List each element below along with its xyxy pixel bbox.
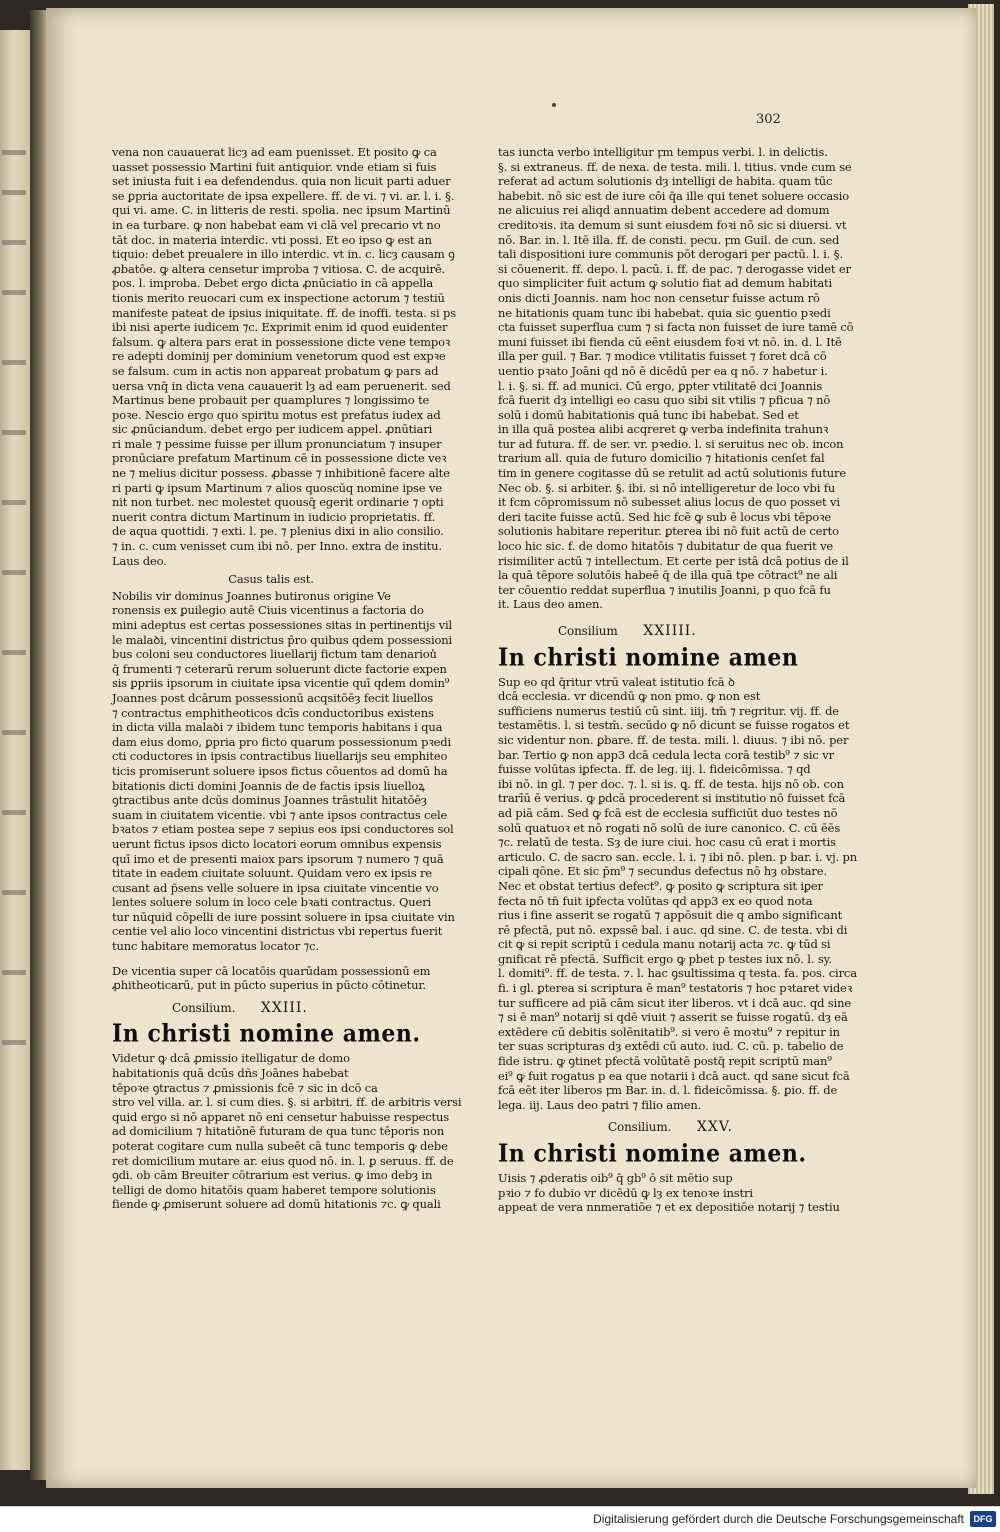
text-line: se ꝑpria auctoritate de ipsa expellere. ff. de vi. ⁊ vi. ar. l. i. §.	[112, 188, 455, 203]
text-line: tur nūquid cōpelli de iure possint soluere in ipsa ciuitate vin	[112, 909, 455, 924]
text-line: dam eius domo, ꝑpria pro ficto quarum possessionum pꝛedi	[112, 734, 452, 749]
text-line: de aqua quottidi. ⁊ exti. l. pe. ⁊ plenius dixi in alio consilio.	[112, 524, 444, 539]
text-line: trarium all. quia de futuro domicilio ⁊ hitationis cenſet fal	[498, 451, 825, 466]
previous-page-edge	[0, 30, 32, 1470]
text-line: telligi de domo hitatōis quam haberet tempore solutionis	[112, 1182, 436, 1197]
text-line: ticis promiserunt soluere ipsos fictus cōuentos ad domū ha	[112, 763, 448, 778]
text-line: in illa quā postea alibi acqreret ꝙ verba indefinita trahunꝛ	[498, 422, 829, 437]
text-line: rē pfectā, put nō. expssē bal. i auc. qd sine. C. de testa. vbi di	[498, 922, 848, 937]
text-line: tunc habitare memoratus locator ⁊c.	[112, 939, 319, 954]
text-line: ibi nō. in gl. ⁊ per doc. ⁊. l. si is. ꝗ. ff. de testa. hijs nō ob. con	[498, 776, 844, 791]
left-paragraph-1	[112, 145, 456, 568]
text-line: gnificat rē pfectā. Sufficit ergo ꝙ pbet p testes iux nō. l. sy.	[498, 951, 832, 966]
text-line: it. Laus deo amen.	[498, 597, 603, 612]
text-line: fide istru. ꝙ ꝯtinet pfectā volūtatē postq̄ repit scriptū man⁹	[498, 1054, 832, 1069]
text-line: cipali qōne. Et sic p̄m⁹ ⁊ secundus defectus nō hȝ obstare.	[498, 864, 827, 879]
text-line: fuisse volūtas iꝑfecta. ff. de leg. iij. l. fideicōmissa. ⁊ qd	[498, 762, 811, 777]
text-line: it fcm cōpromissum nō subesset alius locus de quo posset vi	[498, 495, 840, 510]
text-line: ꝯtractibus ante dcūs dominus Joannes trāstulit hitatōēȝ	[112, 793, 427, 808]
footer-bar	[0, 1506, 1000, 1532]
text-line: ad domicilium ⁊ hitatiōnē futuram de qua tunc tēporis non	[112, 1124, 445, 1139]
text-line: lentes soluere solum in loco cele bꝛati contractus. Queri	[112, 895, 432, 910]
text-line: tur ad futura. ff. de ser. vr. pꝛedio. l. si seruitus nec ob. incon	[498, 436, 844, 451]
text-line: ꝯdi. ob cām Breuiter cōtrarium est verius. ꝙ imo debȝ in	[112, 1168, 433, 1183]
text-line: extēdere cū debitis solēnitatib⁹. si vero ē moꝛtu⁹ ⁊ repitur in	[498, 1024, 840, 1039]
text-line: ⁊ in. c. cum venisset cum ibi nō. per Inno. extra de institu.	[112, 539, 442, 554]
dfg-logo: DFG	[970, 1511, 996, 1527]
left-paragraph-2	[112, 588, 455, 954]
text-line: falsum. ꝙ altera pars erat in possessione dicte vene tempoꝛ	[112, 334, 451, 349]
consilium-label: Consilium.	[172, 1000, 236, 1015]
text-line: creditoꝛis. ita demum si sunt eiusdem foꝛi nō sic si diuersi. vt	[498, 217, 847, 232]
text-line: solutionis habitare reperitur. ꝑterea ibi nō fuit actū de certo	[498, 524, 839, 539]
text-line: Nec et obstat tertius defect⁹. ꝙ posito ꝙ scriptura sit iꝑer	[498, 878, 823, 893]
text-line: ei⁹ ꝙ fuit rogatus p ea que notarii i dcā auct. qd sane sicut fcā	[498, 1068, 850, 1083]
text-line: cit ꝙ si repit scriptū i cedula manu notarij acta ⁊c. ꝙ tūd si	[498, 937, 831, 952]
text-line: nō. Bar. in. l. Itē illa. ff. de consti. pecu. ꝼm Guil. de cun. sed	[498, 232, 840, 247]
right-paragraph-3	[498, 1171, 840, 1215]
text-line: quī imo et de presenti maiox pars ipsorum ⁊ numero ⁊ quā	[112, 851, 444, 866]
text-line: titate in eadem ciuitate soluunt. Quidam vero ex ipsis re	[112, 866, 432, 881]
text-line: tur sufficere ad piā cām sicut iter liberos. vt i dcā auc. qd sine	[498, 995, 851, 1010]
text-line: rius i fine asserit se rogatū ⁊ appōsuit die q ambo significant	[498, 908, 843, 923]
text-column-left	[112, 145, 462, 1212]
text-line: ne ⁊ melius dicitur possess. ꝓbasse ⁊ inhibitionē facere alte	[112, 466, 450, 481]
right-paragraph-2	[498, 674, 858, 1113]
text-line: quid ergo si nō apparet nō eni censetur habuisse respectus	[112, 1109, 450, 1124]
text-line: uersa vnq̄ in dicta vena cauauerit lȝ ad eam peruenerit. sed	[112, 378, 451, 393]
text-line: Nobilis vir dominus Joannes butironus origine Ve	[112, 588, 391, 603]
text-line: Joannes post dcārum possessionū acqsitōēȝ fecit liuellos	[112, 690, 433, 705]
text-line: solū quatuoꝛ et nō rogati nō solū de iure canonico. C. cū ēēs	[498, 820, 841, 835]
text-line: l. i. §. si. ff. ad munici. Cū ergo, ꝑpter vtilitatē dci Joannis	[498, 378, 823, 393]
text-line: se falsum. cum in actis non appareat probatum ꝙ pars ad	[112, 363, 439, 378]
text-line: Sup eo qd q̄ritur vtrū valeat istitutio fcā ꝺ	[498, 674, 735, 689]
text-line: suam in ciuitatem vicentie. vbi ⁊ ante ipsos contractus cele	[112, 807, 448, 822]
text-line: dcā ecclesia. vr dicendū ꝙ non pmo. ꝙ non est	[498, 689, 761, 704]
text-line: tionis merito reuocari cum ex inspectione actorum ⁊ testiū	[112, 290, 445, 305]
text-line: poterat cogitare cum nulla subeēt cā tunc temporis ꝙ debe	[112, 1139, 448, 1153]
text-line: fcā fuerit dȝ intelligi eo casu quo sibi sit vtilis ⁊ pficua ⁊ nō	[498, 393, 831, 408]
text-line: Uisis ⁊ ꝓderatis oib⁹ q̄ gb⁹ ō sit mētio sup	[498, 1171, 733, 1185]
text-line: fiende ꝙ ꝓmiserunt soluere ad domū hitationis ⁊c. ꝙ quali	[112, 1197, 441, 1212]
text-line: pos. l. improba. Debet ergo dicta ꝓnūciatio in cā appella	[112, 276, 434, 291]
text-line: nit non turbet. nec molestet quousq̄ egerit ordinarie ⁊ opti	[112, 495, 444, 510]
text-line: fi. i gl. ꝑterea si scriptura ē man⁹ testatoris ⁊ hoc pꝛtaret videꝛ	[498, 981, 853, 996]
consilium-label: Consilium	[558, 624, 618, 638]
text-line: cti coductores in ipsis contractibus liuellarijs seu emphiteo	[112, 749, 448, 764]
text-line: ronensis ex ꝑuilegio autē Ciuis vicentinus a factoria do	[112, 603, 424, 618]
text-line: bar. Tertio ꝙ non app3 dcā cedula lecta corā testib⁹ ⁊ sic vr	[498, 747, 834, 762]
text-line: q̄ frumenti ⁊ ceterarū rerum soluerunt dicte factorie expen	[112, 661, 447, 676]
text-line: loco hic sic. f. de domo hitatōis ⁊ dubitatur de qua fuerit ve	[498, 539, 834, 554]
text-line: la quā tēpore solutōis habeē q̄ de illa quā tpe cōtract⁹ ne ali	[498, 568, 838, 583]
text-line: ꝓhitheoticarū, put in pūcto superius in pūcto cōtinetur.	[112, 978, 426, 993]
consilium-number: XXIII.	[260, 999, 308, 1016]
text-line: §. si extraneus. ff. de nexa. de testa. mili. l. titius. vnde cum se	[498, 159, 852, 174]
text-line: uasset possessio Martini fuit antiquior. vnde etiam si fuis	[112, 159, 437, 174]
text-line: bus coloni seu conductores liuellarij fictum tam denariou̾	[112, 647, 437, 662]
text-line: tas iuncta verbo intelligitur ꝼm tempus verbi. l. in delictis.	[498, 145, 828, 159]
text-line: deri tacite fuisse actū. Sed hic fcē ꝙ sub ē locus vbi tēpoꝛe	[498, 509, 832, 524]
invocation-heading: In christi nomine amen	[498, 643, 799, 672]
text-line: ne hitationis quam tunc ibi habebat. quia sic ꝯuentio pꝛedi	[498, 305, 831, 320]
text-line: appeat de vera nnmeratiōe ⁊ et ex depositiōe notarij ⁊ testiu	[498, 1200, 840, 1215]
text-line: articulo. C. de sacro san. eccle. l. i. ⁊ ibi nō. plen. p bar. i. vj. pn	[498, 849, 858, 864]
text-line: cta fuisset superflua cum ⁊ si facta non fuisset de iure tamē cō	[498, 320, 854, 335]
text-line: illa per guil. ⁊ Bar. ⁊ modice vtilitatis fuisset ⁊ foret dcā cō	[498, 349, 827, 364]
right-paragraph-1	[498, 145, 854, 612]
text-line: ⁊ contractus emphitheoticos dcīs conductoribus existens	[112, 705, 434, 720]
text-line: uentio pꝛato Joāni qd nō ē dicēdū per ea q nō. ⁊ habetur i.	[498, 363, 828, 378]
left-paragraph-3	[112, 964, 430, 993]
text-line: manifeste pateat de ipsius iniquitate. ff. de inoffi. testa. si ps	[112, 305, 456, 320]
text-line: si cōuenerit. ff. depo. l. pacū. i. ff. de pac. ⁊ derogasse videt er	[498, 261, 851, 276]
text-line: ibi nisi aperte iudicem ⁊c. Exprimit enim id quod euidenter	[112, 320, 448, 335]
text-line: bꝛatos ⁊ etiam postea sepe ⁊ sepius eos ipsi conductores sol	[112, 822, 454, 837]
text-line: re adepti dominij per dominium venetorum quod est expꝛe	[112, 349, 446, 364]
text-line: set iniusta fuit i ea defendendus. quia non licuit parti aduer	[112, 174, 451, 189]
text-line: referat ad actum solutionis dȝ intelligi de habita. quam tūc	[498, 174, 833, 189]
funding-credit: Digitalisierung gefördert durch die Deutsche Forschungsgemeinschaft	[593, 1512, 964, 1526]
text-line: habebit. nō sic est de iure cōi q̄a ille qui tenet soluere occasio	[498, 188, 850, 203]
text-line: poꝛe. Nescio ergo quo spiritu motus est prefatus iudex ad	[112, 407, 441, 422]
text-line: ne alicuius rei aliqd annuatim debent accedere ad domum	[498, 203, 830, 218]
text-line: mini adeptus est certas possessiones sitas in pertinentijs vil	[112, 618, 453, 632]
text-line: ad piā cām. Sed ꝙ fcā est de ecclesia sufficiūt duo testes nō	[498, 805, 838, 820]
text-line: tali dispositioni iure communis pōt derogari per pactū. l. i. §.	[498, 247, 843, 262]
consilium-heading-xxiiii	[558, 624, 806, 639]
invocation-heading: In christi nomine amen.	[112, 1020, 421, 1049]
text-line: bitationis dicti domini Joannis de de factis ipsis liuelloꝝ	[112, 778, 425, 793]
text-line: muni fuisset ibi fienda cū eēnt eiusdem foꝛi vt nō. in. d. l. Itē	[498, 334, 842, 349]
printer-mark	[552, 103, 556, 107]
consilium-heading	[172, 1001, 430, 1016]
text-line: trarīū ē verius. ꝙ ꝑdcā procederent si institutio nō fuisset fcā	[498, 791, 846, 806]
text-line: ter cōuentio reddat superflua ⁊ inutilis Joanni, p quo fcā fu	[498, 582, 831, 597]
folio-number: 302	[756, 112, 781, 127]
text-line: qui vi. ame. C. in litteris de resti. spolia. nec ipsum Martinū	[112, 203, 451, 218]
text-line: solū i domū habitationis quā tunc ibi habebat. Sed et	[498, 407, 799, 422]
text-line: in ea turbare. ꝙ non habebat eam vi clā vel precario vt no	[112, 217, 441, 232]
consilium-heading-xxv	[608, 1120, 806, 1135]
text-line: ꝓbatōe. ꝙ altera censetur improba ⁊ vitiosa. C. de acquirē.	[112, 261, 446, 276]
casus-heading: Casus talis est.	[228, 572, 314, 587]
invocation-heading: In christi nomine amen.	[498, 1139, 807, 1169]
text-line: in dicta villa malaꝺi ⁊ ibidem tunc temporis habitans i qua	[112, 720, 443, 735]
text-line: tim in genere cogitasse dū se retulit ad actū solutionis future	[498, 466, 847, 481]
text-line: l. domiti⁹. ff. de testa. ⁊. l. hac ꝯsultissima q testa. fa. pos. circa	[498, 966, 857, 981]
text-line: ri parti ꝙ ipsum Martinum ⁊ alios quoscūq nomine ipse ve	[112, 480, 442, 495]
text-line: pronūciare prefatum Martinum cē in possessione dicte veꝛ	[112, 451, 447, 466]
text-line: fecta nō tn̄ fuit iꝑfecta volūtas qd app3 ex eo quod nota	[498, 893, 813, 908]
text-line: nuerit contra dictum Martinum in iudicio proprietatis. ff.	[112, 509, 436, 524]
text-line: cusant ad p̄sens velle soluere in ipsa ciuitate vincentie vo	[112, 880, 439, 895]
text-line: habitationis quā dcūs dñs Joānes habebat	[112, 1066, 349, 1081]
text-line: ter suas scripturas dȝ extēdi cū auto. iud. C. cū. p. tabelio de	[498, 1039, 844, 1054]
text-line: De vicentia super cā locatōis quarūdam possessionū em	[112, 963, 431, 978]
consilium-number: XXIIII.	[643, 623, 697, 639]
text-line: sic ꝓnūciandum. debet ergo per iudicem appel. ꝓnūtiari	[112, 422, 433, 437]
text-line: tāt doc. in materia interdic. vti possi. Et eo ipso ꝙ est an	[112, 232, 432, 247]
text-line: Laus deo.	[112, 553, 167, 568]
text-line: Martinus bene probauit per quamplures ⁊ longissimo te	[112, 393, 430, 408]
text-column-right	[498, 145, 858, 1215]
text-line: sis ꝑpriis ipsorum in ciuitate ipsa vicentie quī qdem domin⁹	[112, 676, 450, 691]
text-line: tiquio: debet preualere in illo interdic. vt in. c. licȝ causam ꝯ	[112, 247, 455, 262]
text-line: testamētis. l. si testm̄. secūdo ꝙ nō dicunt se fuisse rogatos et	[498, 718, 850, 733]
text-line: sufficiens numerus testiū cū sint. iiij. tm̄ ⁊ regritur. vij. ff. de	[498, 703, 839, 718]
text-line: Videtur ꝙ dcā ꝓmissio itelligatur de domo	[112, 1051, 350, 1066]
text-line: pꝛio ⁊ fo dubio vr dicēdū ꝙ lȝ ex tenoꝛe instri	[498, 1185, 753, 1200]
text-line: fcā eēt iter liberos ꝼm Bar. in. d. l. fideicōmissa. §. ꝑio. ff. de	[498, 1083, 838, 1098]
text-line: ⁊ si ē man⁹ notarij si qdē viuit ⁊ asserit se fuisse rogatū. dȝ eā	[498, 1010, 848, 1025]
text-line: tēpoꝛe ꝯtractus ⁊ ꝓmissionis fcē ⁊ sic in dcō ca	[112, 1080, 378, 1095]
text-line: vena non cauauerat licȝ ad eam puenisset. Et posito ꝙ ca	[112, 145, 437, 159]
text-line: onis dicti Joannis. nam hoc non censetur fuisse actum rō	[498, 290, 820, 305]
text-line: centie vel alio loco vincentini districtus vbi repertus fuerit	[112, 924, 443, 939]
text-line: Nec ob. §. si arbiter. §. ibi. si nō intelligeretur de loco vbi fu	[498, 480, 836, 495]
text-line: lega. iij. Laus deo patri ⁊ filio amen.	[498, 1097, 702, 1112]
consilium-label: Consilium.	[608, 1120, 672, 1135]
text-line: quo simpliciter fuit actum ꝙ solutio fiat ad demum habitati	[498, 276, 833, 291]
left-paragraph-4	[112, 1051, 462, 1212]
consilium-number: XXV.	[696, 1119, 733, 1136]
text-line: ret domicilium mutare ar. eius quod nō. in. l. ꝑ seruus. ff. de	[112, 1153, 454, 1168]
text-line: risimiliter actū ⁊ intellectum. Et certe per istā dcā potius de il	[498, 553, 849, 568]
text-line: uerunt fictus ipsos dicto locatori eorum omnibus expensis	[112, 836, 442, 851]
text-line: sic videntur non. ꝑbare. ff. de testa. mili. l. diuus. ⁊ ibi nō. per	[498, 732, 849, 747]
text-line: le malaꝺi, vincentini districtus p̄ro quibus qdem possessioni	[112, 632, 453, 647]
text-line: ri male ⁊ pessime fuisse per illum pronunciatum ⁊ insuper	[112, 436, 442, 451]
text-line: ⁊c. relatū de testa. Sȝ de iure ciui. hoc casu cū erat i mortis	[498, 835, 836, 850]
text-line: stro vel villa. ar. l. si cum dies. §. si arbitri. ff. de arbitris versi	[112, 1095, 462, 1110]
